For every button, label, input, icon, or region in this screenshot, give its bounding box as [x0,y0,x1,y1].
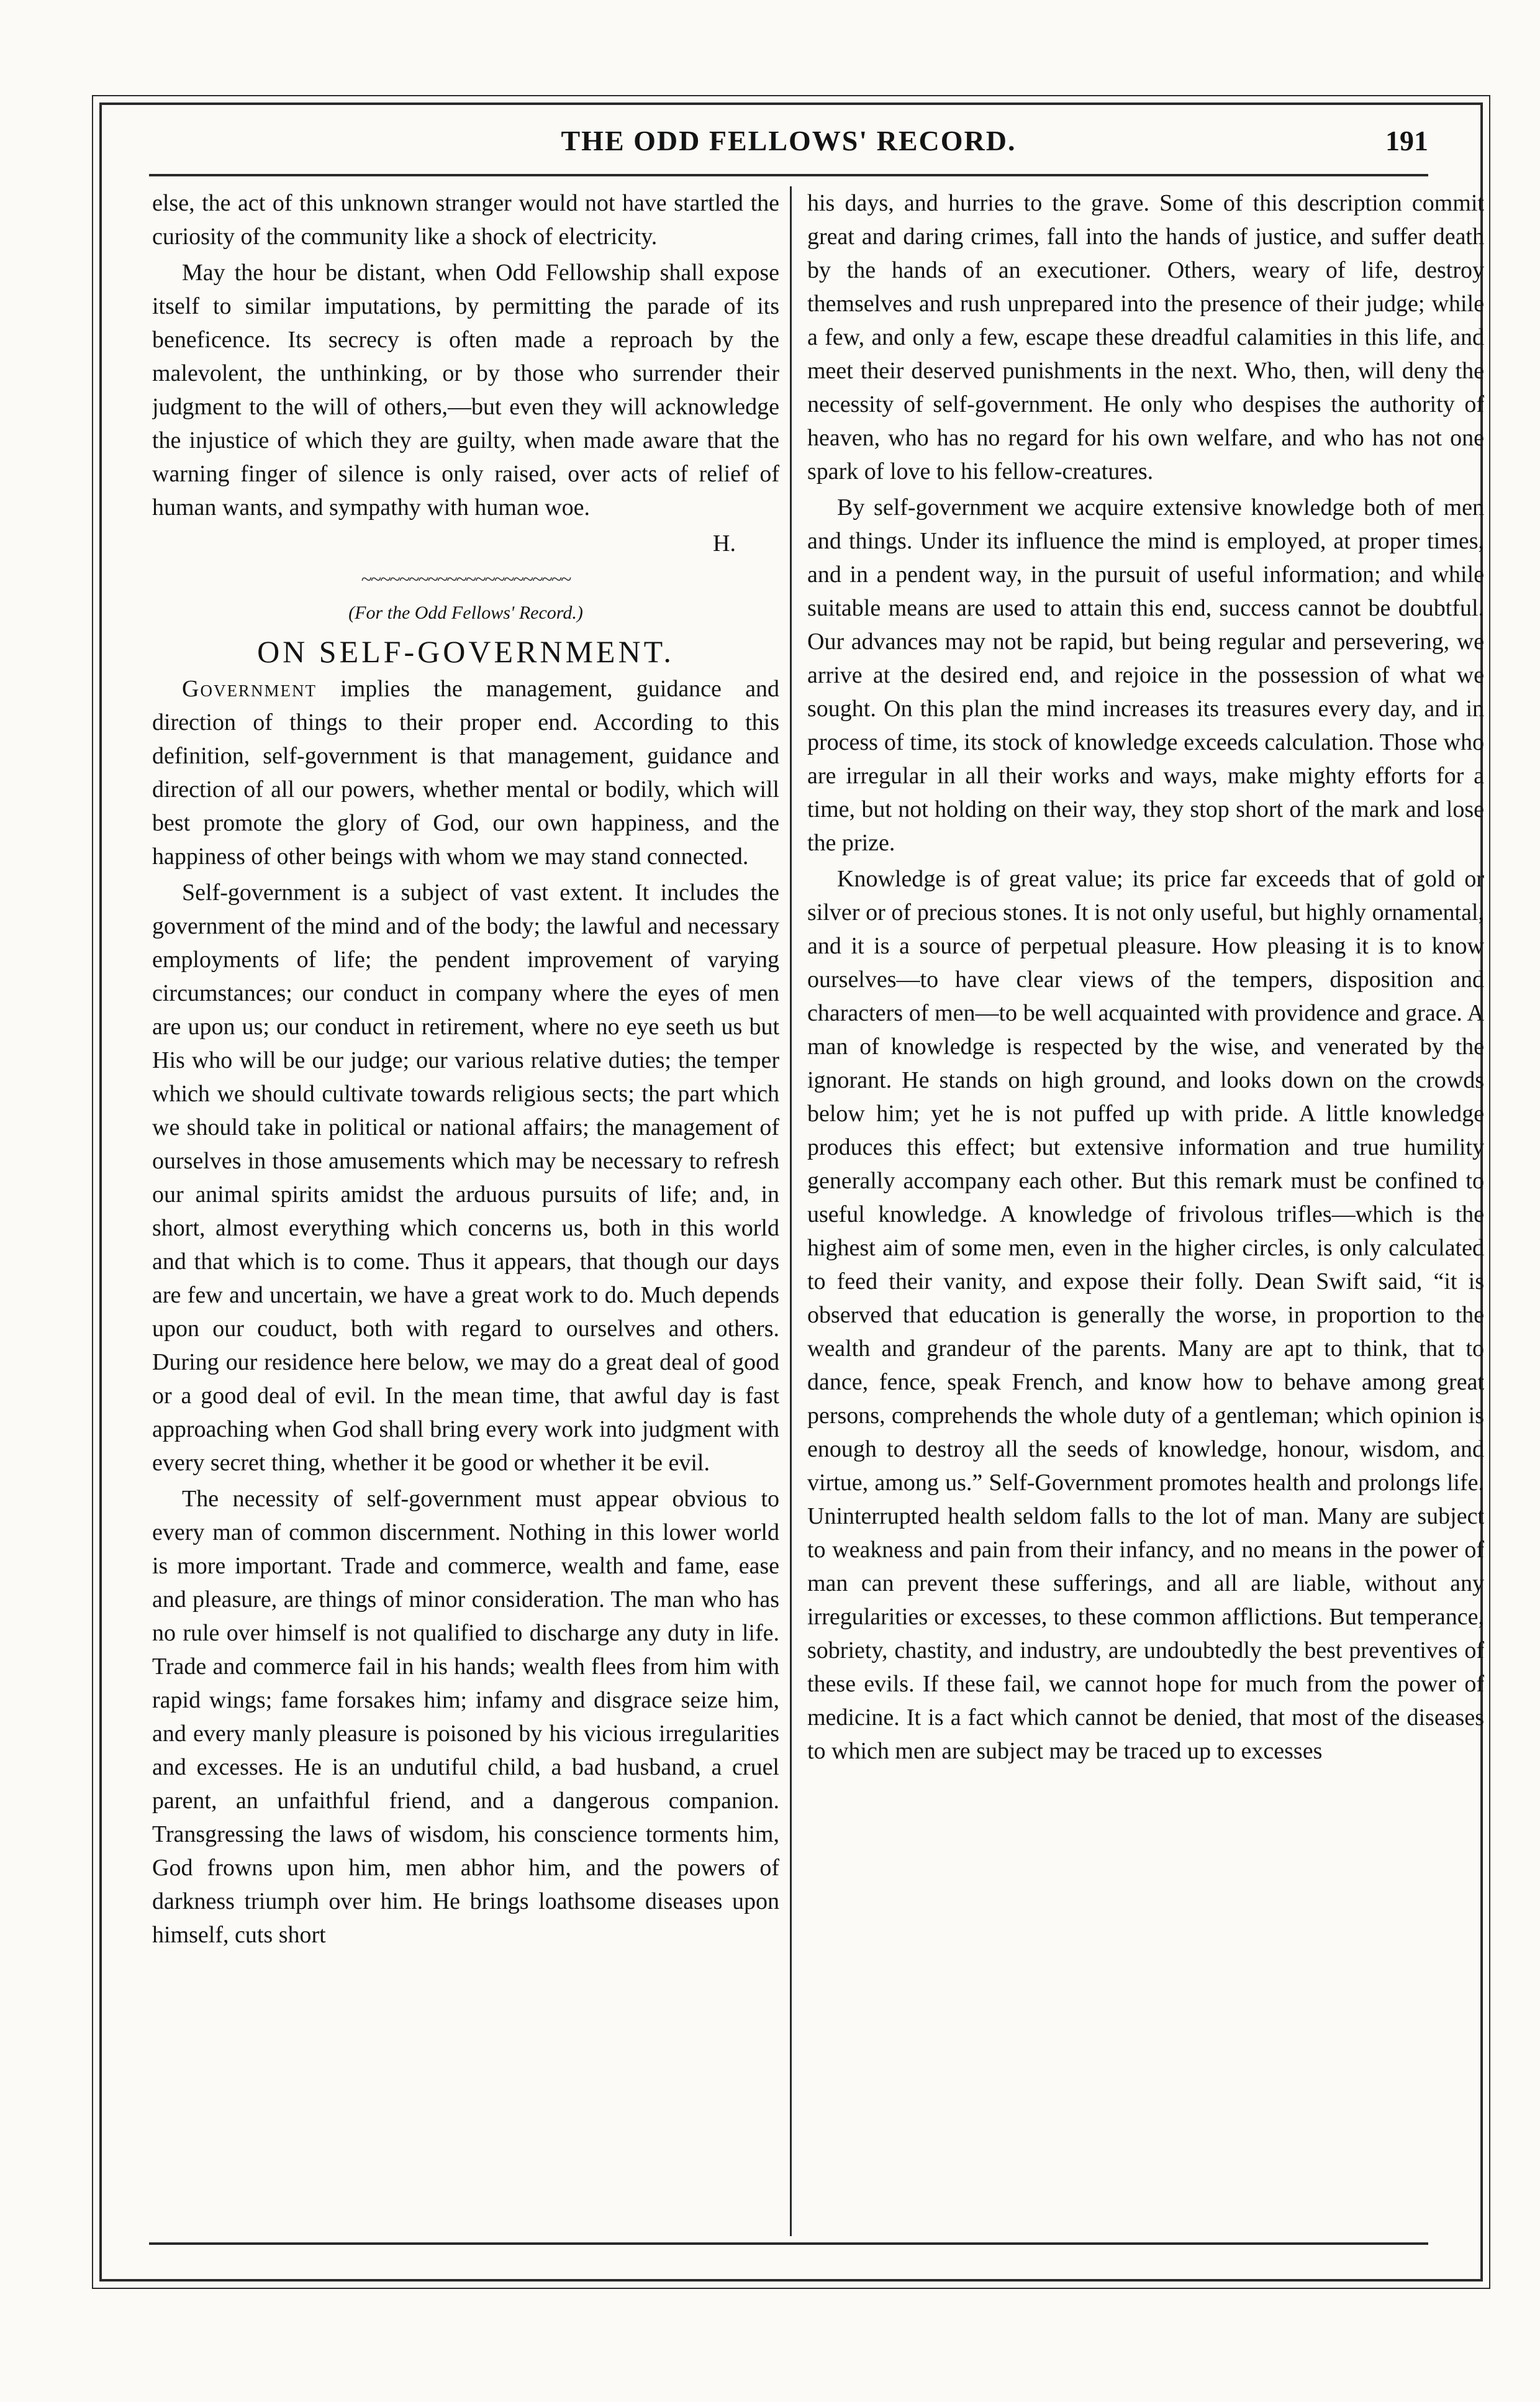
paragraph: his days, and hurries to the grave. Some of this description commit great and daring crimes, fall into the hands of justice, and suffer death by the hands of an executioner. Others, weary of life, destroy themselves and rush unprepared into the presence of their judge; while a few, and only a few, escape these dreadful calamities in this life, and meet their deserved punishments in the next. Who, then, will deny the necessity of self-government. He only who despises the authority of heaven, who has no regard for his own welfare, and who has not one spark of love to his fellow-creatures. [807,190,1484,484]
left-column [152,186,779,2236]
paragraph: else, the act of this unknown stranger would not have startled the curiosity of the community like a shock of electricity. [152,190,779,250]
paragraph: May the hour be distant, when Odd Fellowship shall expose itself to similar imputations, by permitting the parade of its beneficence. Its secrecy is often made a reproach by the malevolent, the unthinking, or by those who surrender their judgment to the will of others,—but even they will acknowledge the injustice of which they are guilty, when made aware that the warning finger of silence is only raised, over acts of relief of human wants, and sympathy with human woe. [152,260,779,521]
right-column [807,186,1484,2236]
column-divider [790,186,792,2236]
paragraph: By self-government we acquire extensive knowledge both of men and things. Under its influence the mind is employed, at proper times, and in a pendent way, in the pursuit of useful information; and while suitable means are used to attain this end, success cannot be doubtful. Our advances may not be rapid, but being regular and persevering, we arrive at the desired end, and rejoice in the possession of what we sought. On this plan the mind increases its treasures every day, and in process of time, its stock of knowledge exceeds calculation. Those who are irregular in all their works and ways, make mighty efforts for a time, but not holding on their way, they stop short of the mark and lose the prize. [807,494,1484,856]
running-header [149,124,1428,168]
paragraph-text: implies the management, guidance and direction of things to their proper end. According to this definition, self-government is that management, guidance and direction of all our powers, whether mental or bodily, which will best promote the glory of God, our own happiness, and the happiness of other beings with whom we may stand connected. [152,676,779,870]
lead-word: Government [182,676,317,702]
header-rule [149,174,1428,176]
paragraph: The necessity of self-government must appear obvious to every man of common discernment. Nothing in this lower world is more important. Trade and commerce, wealth and fame, ease and pleasure, are things of minor consideration. The man who has no rule over himself is not qualified to discharge any duty in life. Trade and commerce fail in his hands; wealth flees from him with rapid wings; fame forsakes him; infamy and disgrace seize him, and every manly pleasure is poisoned by his vicious irregularities and excesses. He is an undutiful child, a bad husband, a cruel parent, an unfaithful friend, and a dangerous companion. Transgressing the laws of wisdom, his conscience torments him, God frowns upon him, men abhor him, and the powers of darkness triumph over him. He brings loathsome diseases upon himself, cuts short [152,1486,779,1948]
article-attribution: (For the Odd Fellows' Record.) [348,603,583,623]
journal-title: THE ODD FELLOWS' RECORD. [561,125,1017,157]
page-number: 191 [1385,125,1428,157]
article-title: ON SELF-GOVERNMENT. [257,634,674,669]
signature: H. [713,530,736,557]
footer-rule [149,2242,1428,2245]
ornamental-divider: ~~~~~~~~~~~~~~~~~~~~~~ [361,568,571,590]
paragraph: Knowledge is of great value; its price far exceeds that of gold or silver or of precious stones. It is not only useful, but highly ornamental, and it is a source of perpetual pleasure. How pleasing it is to know ourselves—to have clear views of the tempers, disposition and characters of men—to be well acquainted with providence and grace. A man of knowledge is respected by the wise, and venerated by the ignorant. He stands on high ground, and looks down on the crowds below him; yet he is not puffed up with pride. A little knowledge produces this effect; but extensive information and true humility generally accompany each other. But this remark must be confined to useful knowledge. A knowledge of frivolous trifles—which is the highest aim of some men, even in the higher circles, is only calculated to feed their vanity, and expose their folly. Dean Swift said, “it is observed that education is generally the worse, in proportion to the wealth and grandeur of the parents. Many are apt to think, that to dance, fence, speak French, and know how to behave among great persons, comprehends the whole duty of a gentleman; which opinion is enough to destroy all the seeds of knowledge, honour, wisdom, and virtue, among us.” Self-Government promotes health and prolongs life. Uninterrupted health seldom falls to the lot of man. Many are subject to weakness and pain from their infancy, and no means in the power of man can prevent these sufferings, and all are liable, without any irregularities or excesses, to these common afflictions. But temperance, sobriety, chastity, and industry, are undoubtedly the best preventives of these evils. If these fail, we cannot hope for much from the power of medicine. It is a fact which cannot be denied, that most of the diseases to which men are subject may be traced up to excesses [807,866,1484,1764]
paragraph: Self-government is a subject of vast extent. It includes the government of the mind and of the body; the lawful and necessary employments of life; the pendent improvement of varying circumstances; our conduct in company where the eyes of men are upon us; our conduct in retirement, where no eye seeth us but His who will be our judge; our various relative duties; the temper which we should cultivate towards religious sects; the part which we should take in political or national affairs; the management of ourselves in those amusements which may be necessary to refresh our animal spirits amidst the arduous pursuits of life; and, in short, almost everything which concerns us, both in this world and that which is to come. Thus it appears, that though our days are few and uncertain, we have a great work to do. Much depends upon our couduct, both with regard to ourselves and others. During our residence here below, we may do a great deal of good or a good deal of evil. In the mean time, that awful day is fast approaching when God shall bring every work into judgment with every secret thing, whether it be good or whether it be evil. [152,880,779,1476]
paragraph [152,672,779,873]
